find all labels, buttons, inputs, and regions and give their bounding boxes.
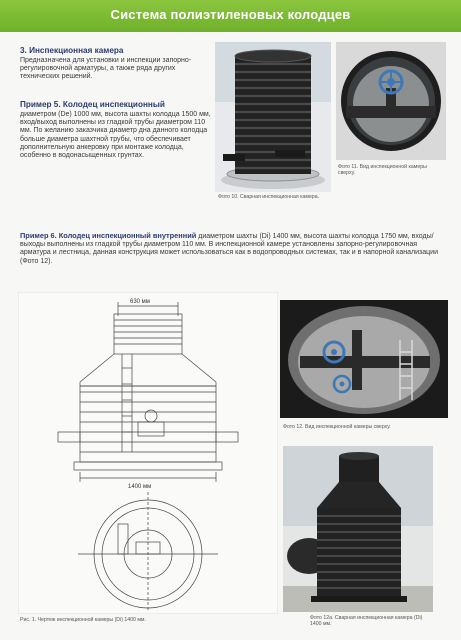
example6-block [20,232,446,266]
photo-12 [280,300,448,418]
photo-10 [215,42,331,192]
example5-heading: Пример 5. Колодец инспекционный [20,100,165,109]
photo11-caption: Фото 11. Вид инспекционной камеры сверху. [338,164,427,177]
section3-text: Предназначена для установки и инспекции запорно-регулировочной арматуры, а также ряда других технических решений. [20,57,192,81]
section3-heading: 3. Инспекционная камера [20,46,124,55]
page-title: Система полиэтиленовых колодцев [110,7,351,22]
header-band [0,0,461,32]
fig1-caption: Рис. 1. Чертеж инспекционной камеры (Di) 1400 мм. [20,617,146,623]
photo12a-caption: Фото 12а. Сварная инспекционная камера (Di) 1400 мм. [310,615,423,628]
example6-heading: Пример 6. Колодец инспекционный внутренний [20,231,197,240]
dim-top-label: 630 мм [130,299,150,305]
example6-text: диаметром шахты (Di) 1400 мм, высота шахты колодца 1750 мм, входы/выходы выполнены из гладкой трубы диаметром 110 мм. В инспекционной камере установлены запорно-регулировочная арматура и лестница, данная конструкция может использоваться как в водопроводных системах, так и в напорной канализации (Фото 12). [20,233,438,265]
drawing-fig1 [18,292,278,614]
photo-12a [283,446,433,612]
photo12-caption: Фото 12. Вид инспекционной камеры сверху. [283,424,391,430]
photo10-caption: Фото 10. Сварная инспекционная камера. [218,194,320,200]
photo-11 [336,42,446,160]
example5-text: диаметром (De) 1000 мм, высота шахты колодца 1500 мм, вход/выход выполнены из гладкой трубы диаметром 110 мм. По желанию заказчика диаметр дна данного колодца больше диаметра шахтной трубы, что обеспечивает дополнительную анкеровку при монтаже колодца, особенно в водонасыщенных грунтах. [20,111,211,160]
dim-bottom-label: 1400 мм [128,484,152,490]
